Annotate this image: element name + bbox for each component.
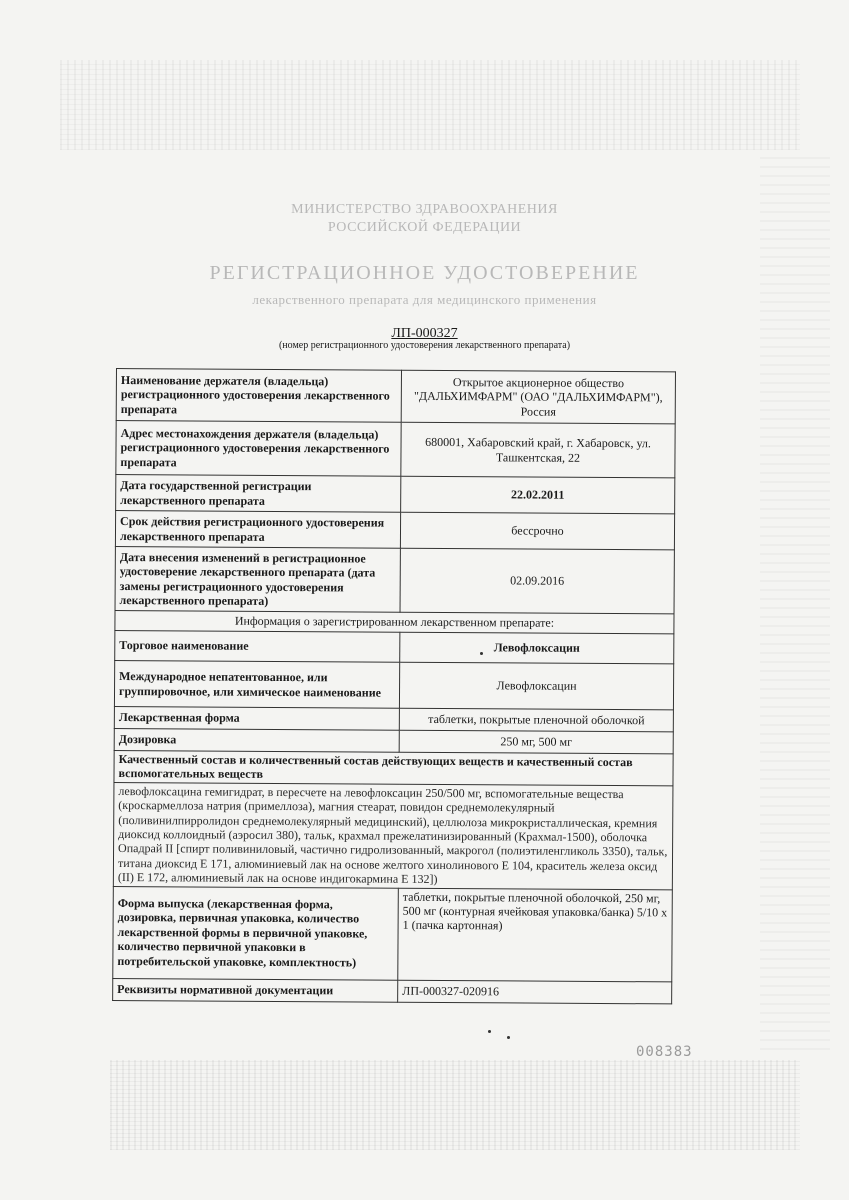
- ink-dot: [507, 1036, 510, 1039]
- holder-address-value: 680001, Хабаровский край, г. Хабаровск, ул. Ташкентская, 22: [401, 422, 675, 478]
- table-row: [116, 475, 675, 514]
- scan-noise-right: [760, 150, 830, 1050]
- ministry-line-1: МИНИСТЕРСТВО ЗДРАВООХРАНЕНИЯ: [291, 202, 558, 217]
- composition-text: левофлоксацина гемигидрат, в пересчете на левофлоксацин 250/500 мг, вспомогательные вещества (кроскармеллоза натрия (примеллоза), магния стеарат, повидон среднемолекулярный (поливинилпирролидон среднемолекулярный медицинский), целлюлоза микрокристаллическая, кремния диоксид коллоидный (аэросил 380), тальк, крахмал прежелатинизированный (Крахмал-1500), оболочка Опадрай II [спирт поливиниловый, частично гидролизованный, макрогол (полиэтиленгликоль 3350), тальк, титана диоксид Е 171, алюминиевый лак на основе желтого хинолинового Е 104, краситель железа оксид (II) Е 172, алюминиевый лак на основе индигокармина Е 132]): [113, 782, 673, 889]
- holder-name-value: Открытое акционерное общество "ДАЛЬХИМФАРМ" (ОАО "ДАЛЬХИМФАРМ"), Россия: [401, 370, 675, 424]
- registration-number-caption: (номер регистрационного удостоверения лекарственного препарата): [278, 340, 571, 351]
- holder-address-label: Адрес местонахождения держателя (владельца) регистрационного удостоверения лекарственного препарата: [116, 421, 401, 477]
- validity-label: Срок действия регистрационного удостоверения лекарственного препарата: [115, 511, 400, 549]
- table-row: [114, 660, 673, 709]
- change-date-label: Дата внесения изменений в регистрационное удостоверение лекарственного препарата (дата замены регистрационного удостоверения лекарственного препарата): [115, 546, 400, 612]
- table-row: [115, 630, 674, 663]
- trade-name-label: Торговое наименование: [115, 630, 400, 662]
- normdoc-label: Реквизиты нормативной документации: [113, 978, 398, 1002]
- table-row: [116, 369, 675, 424]
- holder-name-label: Наименование держателя (владельца) регистрационного удостоверения лекарственного препарата: [116, 369, 401, 423]
- document-title: РЕГИСТРАЦИОННОЕ УДОСТОВЕРЕНИЕ: [209, 262, 640, 284]
- table-row: [115, 511, 674, 550]
- document-subtitle: лекарственного препарата для медицинского применения: [252, 292, 597, 307]
- dosage-label: Дозировка: [114, 728, 399, 752]
- table-row: [113, 978, 672, 1003]
- registration-number: ЛП-000327: [391, 326, 458, 341]
- normdoc-value: ЛП-000327-020916: [398, 980, 672, 1004]
- registration-table: [112, 368, 676, 1004]
- change-date-value: 02.09.2016: [400, 548, 674, 614]
- dosage-form-label: Лекарственная форма: [114, 706, 399, 730]
- release-form-value: таблетки, покрытые пленочной оболочкой, 250 мг, 500 мг (контурная ячейковая упаковка/банка) 5/10 х 1 (пачка картонная): [398, 888, 673, 982]
- table-row: [113, 886, 673, 981]
- release-form-label: Форма выпуска (лекарственная форма, дозировка, первичная упаковка, количество лекарственной формы в первичной упаковке, количество первичной упаковки в потребительской упаковке, комплектность): [113, 886, 399, 980]
- composition-heading: Качественный состав и количественный состав действующих веществ и качественный состав вспомогательных веществ: [114, 750, 673, 785]
- ministry-line-2: РОССИЙСКОЙ ФЕДЕРАЦИИ: [327, 220, 522, 235]
- ink-dot: [480, 652, 483, 655]
- scan-noise-bottom: [110, 1060, 800, 1150]
- table-row: [115, 546, 674, 613]
- registration-date-label: Дата государственной регистрации лекарственного препарата: [116, 475, 401, 513]
- stamp-number: 008383: [636, 1044, 693, 1060]
- drug-info-header: Информация о зарегистрированном лекарственном препарате:: [115, 610, 674, 633]
- validity-value: бессрочно: [400, 512, 674, 550]
- scan-noise-top: [60, 60, 800, 150]
- dosage-value: 250 мг, 500 мг: [399, 730, 673, 754]
- inn-value: Левофлоксацин: [399, 662, 673, 710]
- table-row: [116, 421, 675, 478]
- table-row: [114, 750, 673, 785]
- registration-date-value: 22.02.2011: [401, 476, 675, 514]
- inn-label: Международное непатентованное, или группировочное, или химическое наименование: [114, 660, 399, 708]
- table-row: [113, 782, 673, 889]
- trade-name-value: Левофлоксацин: [400, 632, 674, 664]
- dosage-form-value: таблетки, покрытые пленочной оболочкой: [399, 708, 673, 732]
- ink-dot: [488, 1030, 491, 1033]
